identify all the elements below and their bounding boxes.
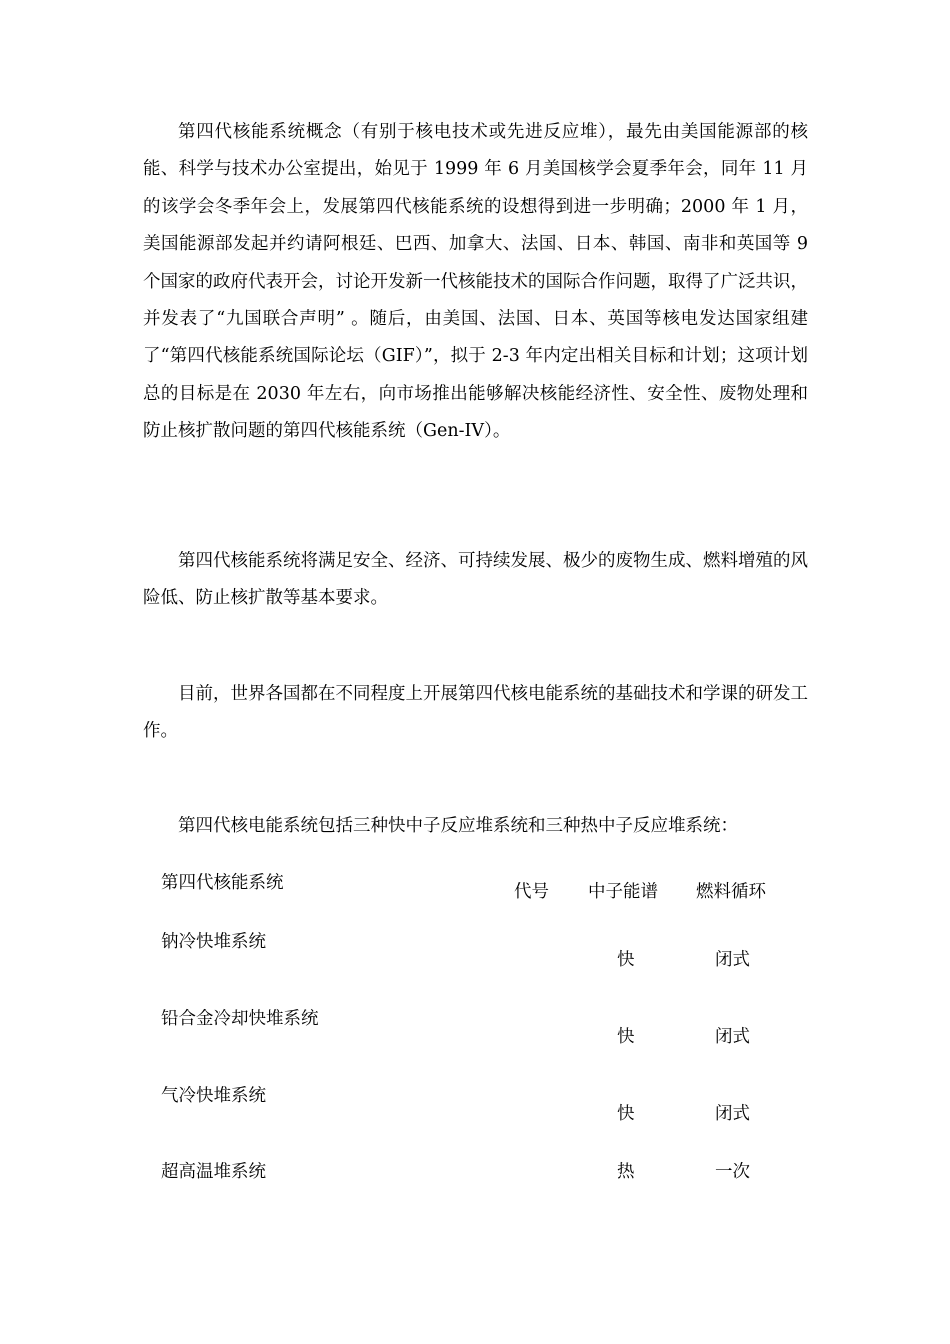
table-row-fuel: 一次 <box>715 1162 750 1182</box>
table-header-name: 第四代核能系统 <box>161 873 284 893</box>
table-row-name: 超高温堆系统 <box>161 1162 266 1182</box>
table-header-spectrum: 中子能谱 <box>588 882 658 902</box>
table-row-fuel: 闭式 <box>715 1027 750 1047</box>
table-row-fuel: 闭式 <box>715 950 750 970</box>
table-row-spectrum: 快 <box>617 1104 635 1124</box>
paragraph-current-research: 目前，世界各国都在不同程度上开展第四代核电能系统的基础技术和学课的研发工作。 <box>143 684 808 742</box>
table-row-name: 钠冷快堆系统 <box>161 932 266 952</box>
table-row-spectrum: 快 <box>617 1027 635 1047</box>
paragraph-gen4-requirements: 第四代核能系统将满足安全、经济、可持续发展、极少的废物生成、燃料增殖的风险低、防止核扩散等基本要求。 <box>143 551 808 609</box>
paragraph-system-types-intro: 第四代核电能系统包括三种快中子反应堆系统和三种热中子反应堆系统： <box>178 816 738 836</box>
table-row-spectrum: 快 <box>617 950 635 970</box>
table-row-fuel: 闭式 <box>715 1104 750 1124</box>
table-header-fuel: 燃料循环 <box>696 882 766 902</box>
table-row-spectrum: 热 <box>617 1162 635 1182</box>
table-row-name: 气冷快堆系统 <box>161 1086 266 1106</box>
table-row-name: 铅合金冷却快堆系统 <box>161 1009 319 1029</box>
table-header-code: 代号 <box>514 882 549 902</box>
paragraph-gen4-concept: 第四代核能系统概念（有别于核电技术或先进反应堆），最先由美国能源部的核能、科学与技术办公室提出，始见于 1999 年 6 月美国核学会夏季年会，同年 11 月的该学会冬季年会上，发展第四代核能系统的设想得到进一步明确；2000 年 1 月，美国能源部发起并约请阿根廷、巴西、加拿大、法国、日本、韩国、南非和英国等 9 个国家的政府代表开会，讨论开发新一代核能技术的国际合作问题，取得了广泛共识，并发表了“九国联合声明” 。随后，由美国、法国、日本、英国等核电发达国家组建了“第四代核能系统国际论坛（GIF）”，拟于 2-3 年内定出相关目标和计划；这项计划总的目标是在 2030 年左右，向市场推出能够解决核能经济性、安全性、废物处理和防止核扩散问题的第四代核能系统（Gen-IV）。 <box>143 122 808 442</box>
